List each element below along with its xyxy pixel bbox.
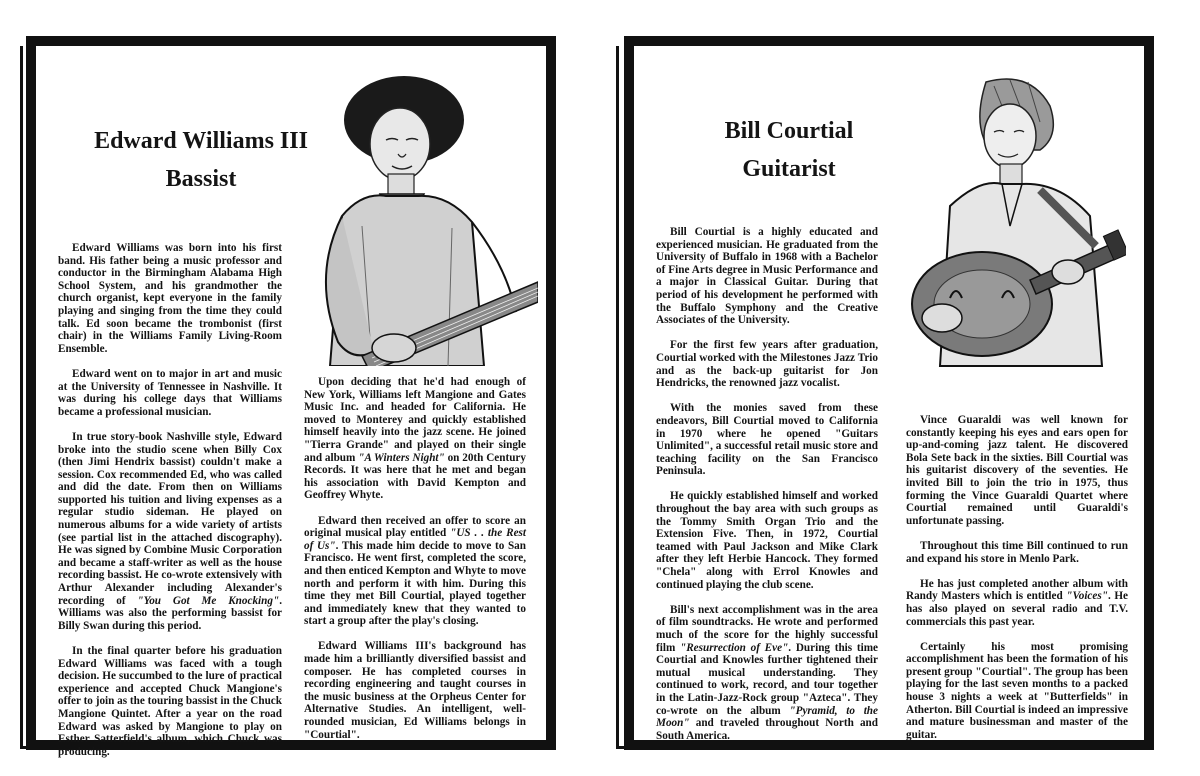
guitarist-illustration xyxy=(890,66,1126,386)
left-col2-p2-b: . This made him decide to move to San Francisco. He went first, completed the score, and then enticed Kempton and Whyte to move north and perform it with him. During this time they met Bill Courtial, played together and immediately knew that they wanted to start a group after the play's closing. xyxy=(304,539,526,628)
film-title-resurrection-of-eve: "Resurrection of Eve" xyxy=(680,641,789,654)
left-col1-paragraph-1: Edward Williams was born into his first band. His father being a music professor and conductor in the Birmingham Alabama High School System, and his grandmother the church organist, kept everyone in the family playing and singing from the time they could talk. Ed soon became the trombonist (first chair) in the Williams Family Living-Room Ensemble. xyxy=(58,242,282,355)
right-page-column-2 xyxy=(906,414,1128,754)
right-page-name: Bill Courtial xyxy=(724,118,854,144)
album-title-voices: "Voices" xyxy=(1066,590,1108,603)
right-col2-paragraph-3 xyxy=(906,578,1128,628)
left-page-role: Bassist xyxy=(165,166,237,192)
album-title-a-winters-night: "A Winters Night" xyxy=(358,451,445,464)
left-page-column-1 xyxy=(58,242,282,771)
right-col2-paragraph-1: Vince Guaraldi was well known for constantly keeping his eyes and ears open for up-and-coming jazz talent. He discovered Bola Sete back in the sixties. Bill Courtial was his guitarist discovery of the seventies. He invited Bill to join the trio in 1975, thus forming the Vince Guaraldi Quartet where Courtial remained until Guaraldi's unfortunate passing. xyxy=(906,414,1128,527)
left-col2-p1-b: on 20th Century Records. It was here that he met and began his association with David Kempton and Geoffrey Whyte. xyxy=(304,451,526,502)
left-page-name: Edward Williams III xyxy=(94,128,308,154)
left-col1-paragraph-3 xyxy=(58,431,282,633)
right-col1-p5-b: . During this time Courtial and Knowles further tightened their mutual musical understanding. They continued to work, record, and tour together in the Latin-Jazz-Rock group "Azteca". They co-wrote on the album xyxy=(656,641,878,717)
album-title-you-got-me-knocking: "You Got Me Knocking" xyxy=(137,594,280,607)
right-col1-paragraph-2: For the first few years after graduation, Courtial worked with the Milestones Jazz Trio and as the back-up guitarist for Jon Hendricks, the renowned jazz vocalist. xyxy=(656,339,878,390)
right-page-column-1 xyxy=(656,226,878,755)
left-page xyxy=(26,36,556,758)
right-col2-p3-a: He has just completed another album with Randy Masters which is entitled xyxy=(906,577,1128,603)
right-col1-paragraph-5 xyxy=(656,604,878,743)
left-col2-p2-a: Edward then received an offer to score an original musical play entitled xyxy=(304,514,526,540)
right-col2-paragraph-4: Certainly his most promising accomplishment has been the formation of his present group "Courtial". The group has been playing for the last seven months to a packed house 3 nights a week at "Butterfields" in Atherton. Bill Courtial is indeed an impressive and mature businessman and master of the guitar. xyxy=(906,640,1128,741)
right-col1-paragraph-3: With the monies saved from these endeavors, Bill Courtial moved to California in 1970 where he opened "Guitars Unlimited", a successful retail music store and teaching facility on the San Francisco Peninsula. xyxy=(656,402,878,478)
right-col1-p5-c: and traveled throughout North and South America. xyxy=(656,717,878,742)
play-title-us-the-rest-of-us: "US . . the Rest of Us" xyxy=(304,527,527,552)
right-col1-paragraph-1: Bill Courtial is a highly educated and experienced musician. He graduated from the University of Buffalo in 1968 with a Bachelor of Fine Arts degree in Music Performance and a major in Classical Guitar. During that period of his development he performed with the Buffalo Symphony and the Creative Associates of the University. xyxy=(656,226,878,327)
left-col2-paragraph-3: Edward Williams III's background has made him a brilliantly diversified bassist and composer. He has completed courses in recording engineering and taught courses in the music business at the Orpheus Center for Alternative Studies. An intelligent, well-rounded musician, Ed Williams belongs in "Courtial". xyxy=(304,640,526,741)
left-page-column-2 xyxy=(304,376,526,754)
left-col2-paragraph-2 xyxy=(304,515,526,628)
album-title-pyramid-to-the-moon: "Pyramid, to the Moon" xyxy=(656,704,878,730)
left-col1-p3-text: In true story-book Nashville style, Edward broke into the studio scene when Billy Cox (then Jimi Hendrix bassist) couldn't make a session. Cox recommended Ed, who was called and did the date. From then on Williams supported his tuition and living expenses as a regular studio sideman. He played on numerous albums for a wide variety of artists (see partial list in the attached discography). He was signed by Combine Music Corporation and became a staff-writer as well as the house recording bassist. He co-wrote extensively with Arthur Alexander including Alexander's recording of xyxy=(58,430,282,607)
left-col2-p1-a: Upon deciding that he'd had enough of New York, Williams left Mangione and Gates Music Inc. and headed for California. He moved to Monterey and quickly established himself heavily into the jazz scene. He joined "Tierra Grande" and played on their single and album xyxy=(304,376,526,464)
right-col2-paragraph-2: Throughout this time Bill continued to run and expand his store in Menlo Park. xyxy=(906,539,1128,565)
left-col1-p3-tail: . Williams was also the performing bassist for Billy Swan during this period. xyxy=(58,594,282,632)
right-page-title xyxy=(654,112,924,188)
right-col1-p5-a: Bill's next accomplishment was in the area of film soundtracks. He wrote and performed much of the score for the highly successful film xyxy=(656,603,878,654)
left-col1-paragraph-2: Edward went on to major in art and music at the University of Tennessee in Nashville. It was during his college days that Williams became a professional musician. xyxy=(58,367,282,418)
left-col1-paragraph-4: In the final quarter before his graduation Edward Williams was faced with a tough decision. He succumbed to the lure of practical experience and accepted Chuck Mangione's offer to join as the touring bassist in the Chuck Mangione Quintet. After a year on the road Edward was asked by Mangione to play on Esther Satterfield's album, which Chuck was producing. xyxy=(58,645,282,758)
bassist-illustration xyxy=(302,66,538,366)
right-page xyxy=(624,36,1154,750)
right-col1-paragraph-4: He quickly established himself and worked throughout the bay area with such groups as the Tommy Smith Organ Trio and the Extension Five. Then, in 1972, Courtial teamed with Paul Jackson and Mike Clark after they left Herbie Hancock. They formed "Chela" along with Errol Knowles and continued playing the club scene. xyxy=(656,490,878,591)
right-page-role: Guitarist xyxy=(742,156,836,182)
left-col2-paragraph-1 xyxy=(304,376,526,502)
right-col2-p3-b: . He has also played on several radio and T.V. commercials this past year. xyxy=(906,590,1128,628)
